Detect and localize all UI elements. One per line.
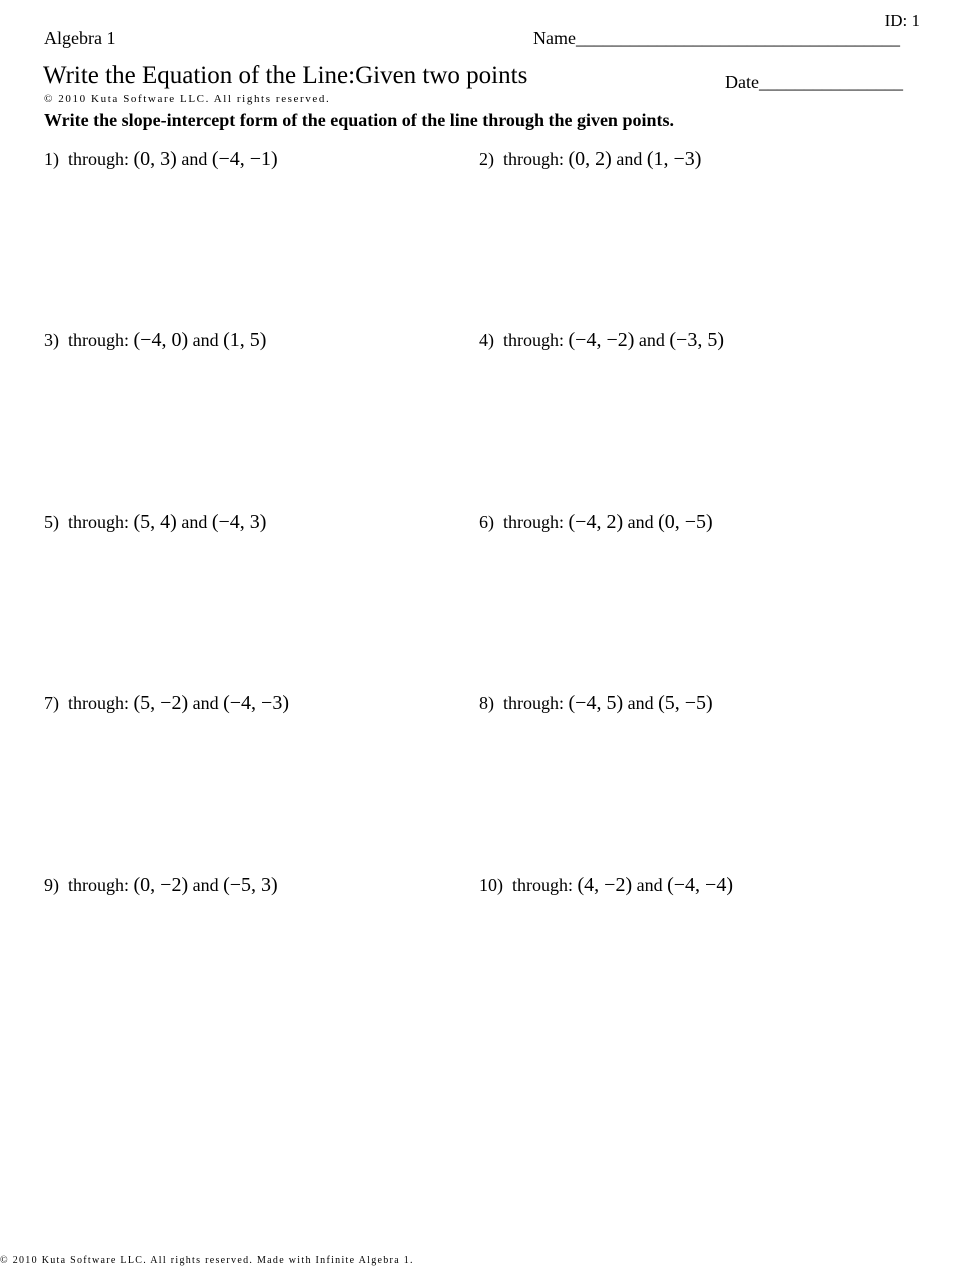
point-a: (−4, 5) [568, 692, 624, 714]
problem-conjunction: and [616, 149, 643, 169]
problem-label: through: [68, 330, 129, 350]
point-a: (0, 3) [133, 148, 177, 170]
footer-copyright: © 2010 Kuta Software LLC. All rights reserved. Made with Infinite Algebra 1. [0, 1255, 414, 1266]
point-a: (−4, −2) [568, 329, 635, 351]
problem-number: 7) [44, 693, 59, 713]
point-a: (0, −2) [133, 874, 189, 896]
point-b: (0, −5) [658, 511, 713, 533]
problem-label: through: [68, 512, 129, 532]
problem-item [479, 692, 713, 715]
problem-item [479, 329, 724, 352]
problem-conjunction: and [192, 330, 219, 350]
point-a: (4, −2) [577, 874, 633, 896]
problem-item [44, 329, 266, 352]
problem-item [479, 874, 733, 897]
problem-conjunction: and [192, 693, 219, 713]
problem-number: 5) [44, 512, 59, 532]
point-b: (−4, −3) [223, 692, 289, 714]
problem-conjunction: and [627, 693, 654, 713]
problem-number: 8) [479, 693, 494, 713]
worksheet-id: ID: 1 [884, 11, 920, 30]
problem-item [44, 148, 278, 171]
problem-conjunction: and [627, 512, 654, 532]
date-field: Date________________ [725, 72, 903, 92]
problem-label: through: [68, 875, 129, 895]
point-b: (−4, −4) [667, 874, 733, 896]
point-b: (−5, 3) [223, 874, 278, 896]
problem-number: 4) [479, 330, 494, 350]
problem-label: through: [503, 693, 564, 713]
problem-item [479, 148, 701, 171]
problem-number: 6) [479, 512, 494, 532]
problem-conjunction: and [636, 875, 663, 895]
problem-item [44, 874, 278, 897]
problem-conjunction: and [638, 330, 665, 350]
problem-number: 3) [44, 330, 59, 350]
point-b: (5, −5) [658, 692, 713, 714]
problem-conjunction: and [181, 512, 208, 532]
problem-label: through: [503, 330, 564, 350]
problem-item [479, 511, 713, 534]
problem-label: through: [68, 693, 129, 713]
point-b: (1, 5) [223, 329, 267, 351]
course-name: Algebra 1 [44, 28, 116, 48]
problem-label: through: [503, 149, 564, 169]
point-b: (−3, 5) [669, 329, 724, 351]
point-b: (−4, −1) [211, 148, 278, 170]
problem-number: 2) [479, 149, 494, 169]
point-a: (5, −2) [133, 692, 189, 714]
header-copyright: © 2010 Kuta Software LLC. All rights reserved. [44, 93, 331, 105]
problem-item [44, 692, 289, 715]
problem-conjunction: and [181, 149, 208, 169]
problem-label: through: [512, 875, 573, 895]
worksheet-title: Write the Equation of the Line:Given two points [43, 62, 528, 89]
point-a: (−4, 0) [133, 329, 189, 351]
problem-label: through: [68, 149, 129, 169]
instructions: Write the slope-intercept form of the equation of the line through the given points. [44, 110, 674, 130]
name-field: Name____________________________________ [533, 28, 900, 48]
point-b: (1, −3) [646, 148, 702, 170]
problem-number: 10) [479, 875, 503, 895]
problem-number: 1) [44, 149, 59, 169]
problem-item [44, 511, 266, 534]
point-a: (0, 2) [568, 148, 612, 170]
point-b: (−4, 3) [211, 511, 267, 533]
problem-conjunction: and [192, 875, 219, 895]
problem-number: 9) [44, 875, 59, 895]
point-a: (5, 4) [133, 511, 177, 533]
point-a: (−4, 2) [568, 511, 624, 533]
problem-label: through: [503, 512, 564, 532]
